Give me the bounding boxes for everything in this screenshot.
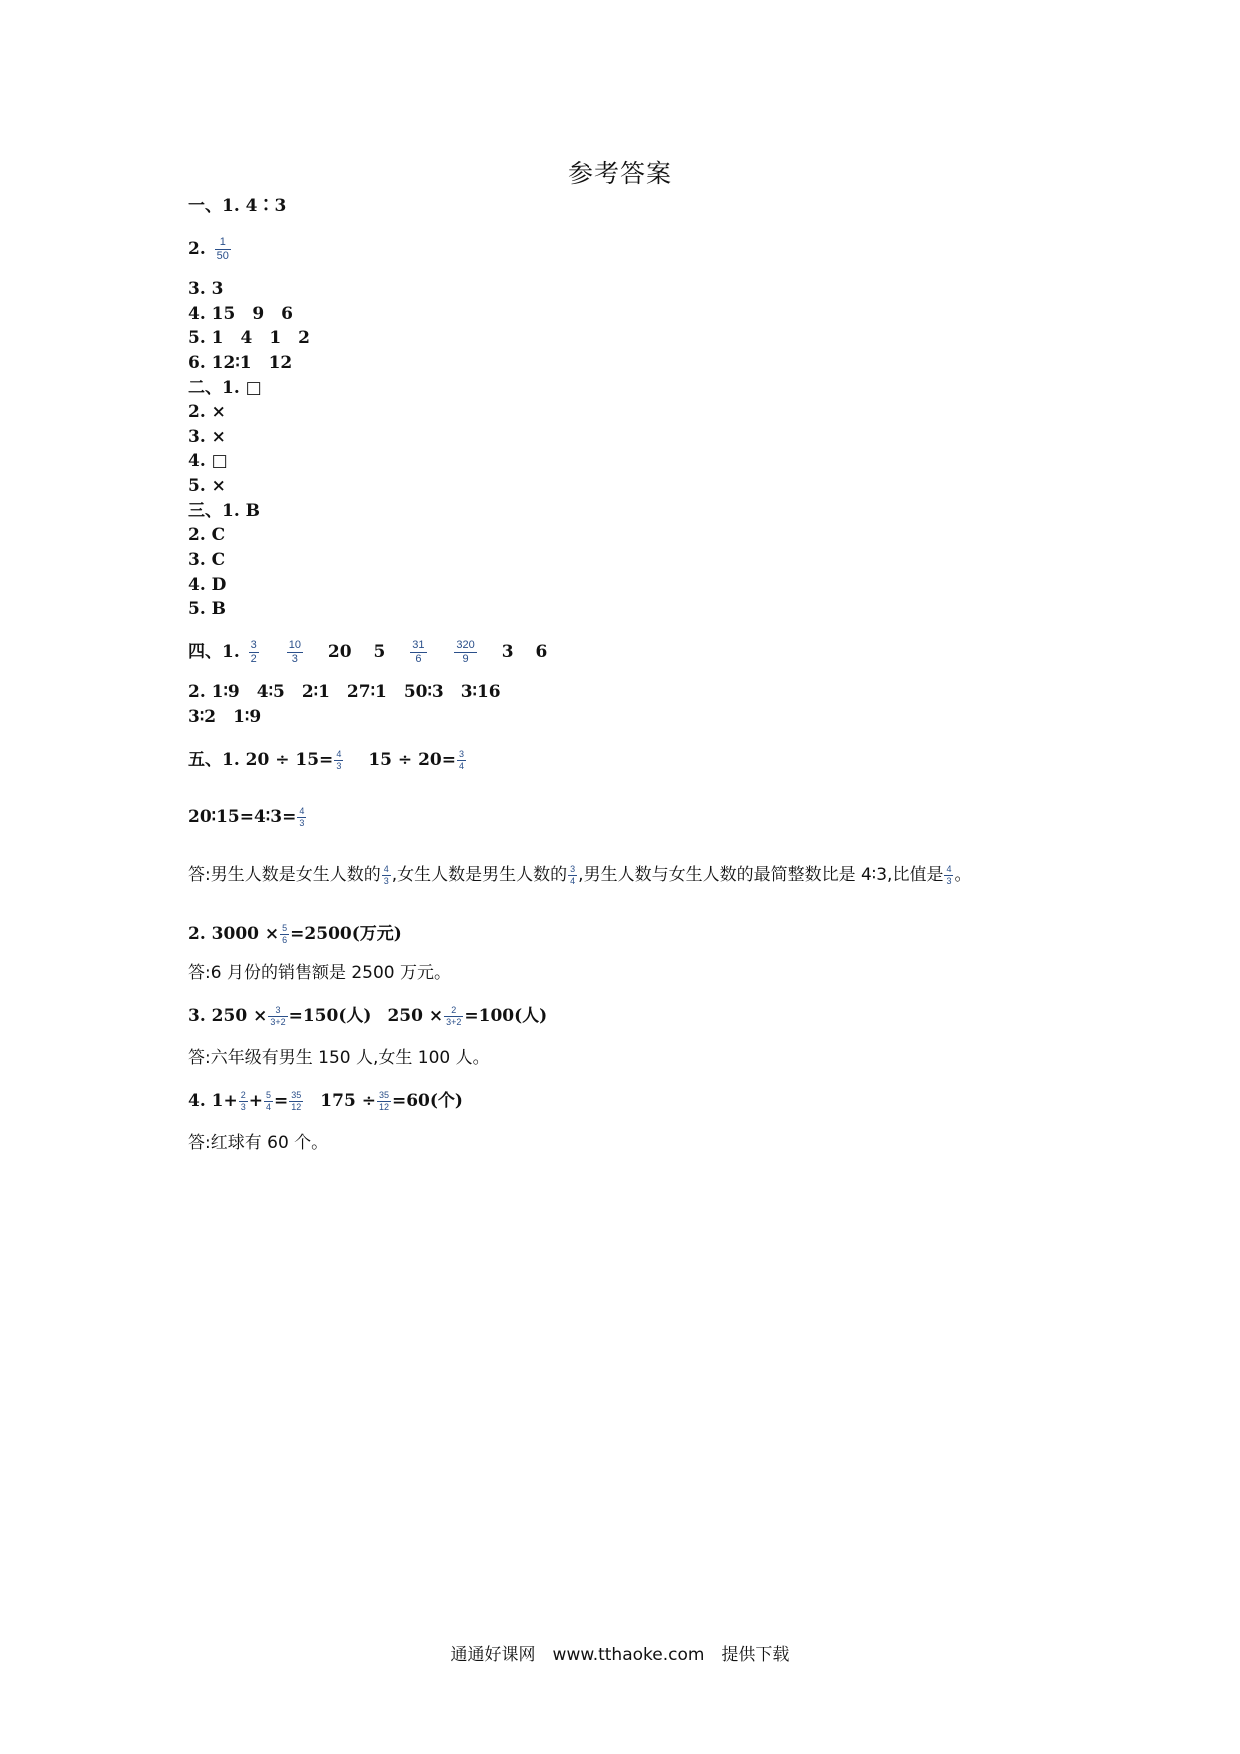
- fraction-3-4: $\frac{3}{4}$: [570, 864, 576, 886]
- fraction-35-12: $\frac{35}{12}$: [378, 1090, 389, 1112]
- s4-value-5: 5: [373, 642, 386, 662]
- s5-q2-result: =2500(万元): [290, 924, 402, 944]
- s5-q2: [188, 923, 402, 945]
- fraction-2-3: $\frac{2}{3}$: [240, 1090, 246, 1112]
- fraction-10-3: $\frac{10}{3}$: [288, 639, 301, 665]
- s5-q4: [188, 1090, 463, 1112]
- s4-line-2: 2. 1∶9 4∶5 2∶1 27∶1 50∶3 3∶16: [188, 682, 501, 702]
- s1-line-1: 一、1. 4∶3: [188, 196, 287, 216]
- s4-value-6: 6: [535, 642, 548, 662]
- answer-1-part-2: ,女生人数是男生人数的: [391, 865, 568, 885]
- s3-line-2: 2. C: [188, 525, 226, 545]
- s5-q1-ratio: 20∶15=4∶3=: [188, 807, 297, 827]
- s3-line-1: 三、1. B: [188, 501, 261, 521]
- fraction-31-6: $\frac{31}{6}$: [412, 639, 425, 665]
- s4-value-3: 3: [501, 642, 514, 662]
- s4-line-1-label: 四、1.: [188, 642, 240, 662]
- fraction-35-12: $\frac{35}{12}$: [291, 1090, 302, 1112]
- s5-answer-2: [188, 962, 451, 984]
- s3-line-5: 5. B: [188, 599, 227, 619]
- s5-q3-expr-2: 250 ×: [387, 1006, 444, 1026]
- s1-line-2-label: 2.: [188, 239, 206, 259]
- page-title: 参考答案: [567, 159, 672, 188]
- s2-line-1: 二、1. □: [188, 378, 262, 398]
- fraction-320-9: $\frac{320}{9}$: [456, 639, 475, 665]
- footer-source: 通通好课网 www.tthaoke.com 提供下载: [450, 1645, 790, 1665]
- s1-line-2: [188, 237, 234, 262]
- answer-2-text: 答:6 月份的销售额是 2500 万元。: [188, 963, 452, 983]
- answer-1-part-4: 。: [954, 865, 972, 885]
- s5-answer-3: [188, 1047, 490, 1069]
- fraction-5-4: $\frac{5}{4}$: [266, 1090, 272, 1112]
- fraction-5-6: $\frac{5}{6}$: [282, 923, 288, 945]
- fraction-3-2: $\frac{3}{2}$: [250, 639, 257, 665]
- s5-q3-expr-1: 3. 250 ×: [188, 1006, 268, 1026]
- s5-answer-4: [188, 1132, 328, 1154]
- s2-line-3: 3. ×: [188, 427, 226, 447]
- s2-line-4: 4. □: [188, 451, 228, 471]
- s5-q4-equals: =: [274, 1091, 289, 1111]
- s5-q4-expr-1: 4. 1+: [188, 1091, 238, 1111]
- s5-q4-expr-2: 175 ÷: [320, 1091, 376, 1111]
- s1-line-3: 3. 3: [188, 279, 224, 299]
- fraction-3-over-3plus2: $\frac{3}{3+2}$: [270, 1005, 286, 1027]
- fraction-4-3: $\frac{4}{3}$: [336, 749, 342, 771]
- fraction-1-50: $\frac{1}{50}$: [216, 236, 229, 262]
- s2-line-5: 5. ×: [188, 476, 226, 496]
- fraction-4-3: $\frac{4}{3}$: [383, 864, 389, 886]
- s3-line-3: 3. C: [188, 550, 226, 570]
- fraction-2-over-3plus2: $\frac{2}{3+2}$: [446, 1005, 462, 1027]
- s4-line-3: 3∶2 1∶9: [188, 707, 262, 727]
- s5-q1-expr-2: 15 ÷ 20=: [368, 750, 456, 770]
- s1-line-5: 5. 1 4 1 2: [188, 328, 310, 348]
- s1-line-4: 4. 15 9 6: [188, 304, 293, 324]
- s4-line-1: [188, 640, 547, 665]
- answer-4-text: 答:红球有 60 个。: [188, 1133, 329, 1153]
- s5-answer-1: [188, 864, 971, 886]
- s4-value-20: 20: [327, 642, 352, 662]
- answer-1-part-3: ,男生人数与女生人数的最简整数比是 4∶3,比值是: [578, 865, 944, 885]
- s5-q3: [188, 1005, 547, 1027]
- s2-line-2: 2. ×: [188, 402, 226, 422]
- fraction-4-3: $\frac{4}{3}$: [299, 806, 305, 828]
- s5-q1-expr-1: 五、1. 20 ÷ 15=: [188, 750, 334, 770]
- s5-q4-plus: +: [248, 1091, 264, 1111]
- s1-line-6: 6. 12∶1 12: [188, 353, 293, 373]
- answer-1-part-1: 答:男生人数是女生人数的: [188, 865, 381, 885]
- s5-q4-result: =60(个): [391, 1091, 463, 1111]
- s5-q3-result-2: =100(人): [464, 1006, 548, 1026]
- s5-q3-result-1: =150(人): [288, 1006, 372, 1026]
- fraction-3-4: $\frac{3}{4}$: [458, 749, 464, 771]
- s5-q2-expr: 2. 3000 ×: [188, 924, 280, 944]
- fraction-4-3: $\frac{4}{3}$: [946, 864, 952, 886]
- s5-q1-line-1: [188, 749, 467, 771]
- answer-3-text: 答:六年级有男生 150 人,女生 100 人。: [188, 1048, 490, 1068]
- s3-line-4: 4. D: [188, 575, 227, 595]
- s5-q1-line-2: [188, 806, 307, 828]
